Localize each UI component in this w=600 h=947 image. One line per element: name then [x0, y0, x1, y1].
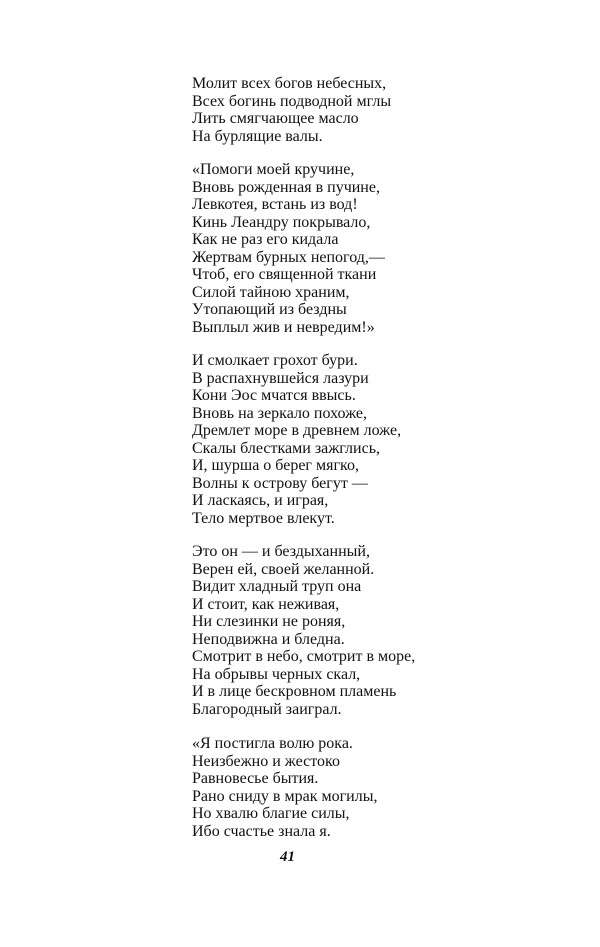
verse-line: «Я постигла волю рока. — [192, 735, 353, 752]
verse-line: И, шурша о берег мягко, — [192, 457, 359, 474]
verse-line: Кони Эос мчатся ввысь. — [192, 387, 356, 404]
verse-line: И стоит, как неживая, — [192, 595, 340, 613]
verse-line: Кинь Леандру покрывало, — [192, 213, 371, 231]
verse-line: Это он — и бездыханный, — [192, 543, 370, 560]
verse-line: Скалы блестками зажглись, — [192, 439, 380, 457]
verse-line: Дремлет море в древнем ложе, — [192, 422, 402, 439]
verse-line: Видит хладный труп она — [192, 578, 362, 595]
verse-line: И смолкает грохот бури. — [192, 352, 358, 369]
verse-line: В распахнувшейся лазури — [192, 369, 369, 387]
verse-line: Выплыл жив и невредим!» — [192, 318, 375, 336]
stanza — [192, 161, 385, 336]
page-number: 41 — [280, 849, 295, 865]
stanza — [192, 735, 377, 840]
verse-line: На бурлящие валы. — [192, 127, 323, 145]
stanza — [192, 75, 391, 145]
verse-line: Чтоб, его священной ткани — [192, 266, 377, 283]
verse-line: Тело мертвое влекут. — [192, 509, 335, 527]
verse-line: И ласкаясь, и играя, — [192, 492, 329, 509]
verse-line: Смотрит в небо, смотрит в море, — [192, 648, 416, 665]
verse-line: Жертвам бурных непогод,— — [192, 248, 385, 266]
verse-line: Равновесье бытия. — [192, 770, 319, 787]
verse-line: Всех богинь подводной мглы — [192, 92, 392, 110]
verse-line: Утопающий из бездны — [192, 301, 347, 318]
verse-line: На обрывы черных скал, — [192, 665, 361, 683]
verse-line: Как не раз его кидала — [192, 231, 339, 248]
verse-line: Волны к острову бегут — — [192, 474, 368, 492]
verse-line: Но хвалю благие силы, — [192, 805, 350, 822]
verse-line: Силой тайною храним, — [192, 283, 350, 301]
verse-line: Ибо счастье знала я. — [192, 822, 331, 840]
verse-line: Лить смягчающее масло — [192, 110, 359, 127]
verse-line: И в лице бескровном пламень — [192, 683, 397, 700]
verse-line: Вновь на зеркало похоже, — [192, 404, 368, 422]
verse-line: Неизбежно и жестоко — [192, 752, 340, 770]
verse-line: Благородный заиграл. — [192, 700, 342, 718]
verse-line: «Помоги моей кручине, — [192, 161, 355, 178]
verse-line: Верен ей, своей желанной. — [192, 560, 375, 578]
verse-line: Молит всех богов небесных, — [192, 75, 387, 92]
stanza — [192, 543, 415, 718]
verse-line: Неподвижна и бледна. — [192, 630, 345, 648]
stanza — [192, 352, 401, 527]
verse-line: Рано сниду в мрак могилы, — [192, 787, 378, 805]
verse-line: Вновь рожденная в пучине, — [192, 178, 380, 196]
verse-line: Левкотея, встань из вод! — [192, 196, 358, 213]
verse-line: Ни слезинки не роняя, — [192, 613, 346, 630]
